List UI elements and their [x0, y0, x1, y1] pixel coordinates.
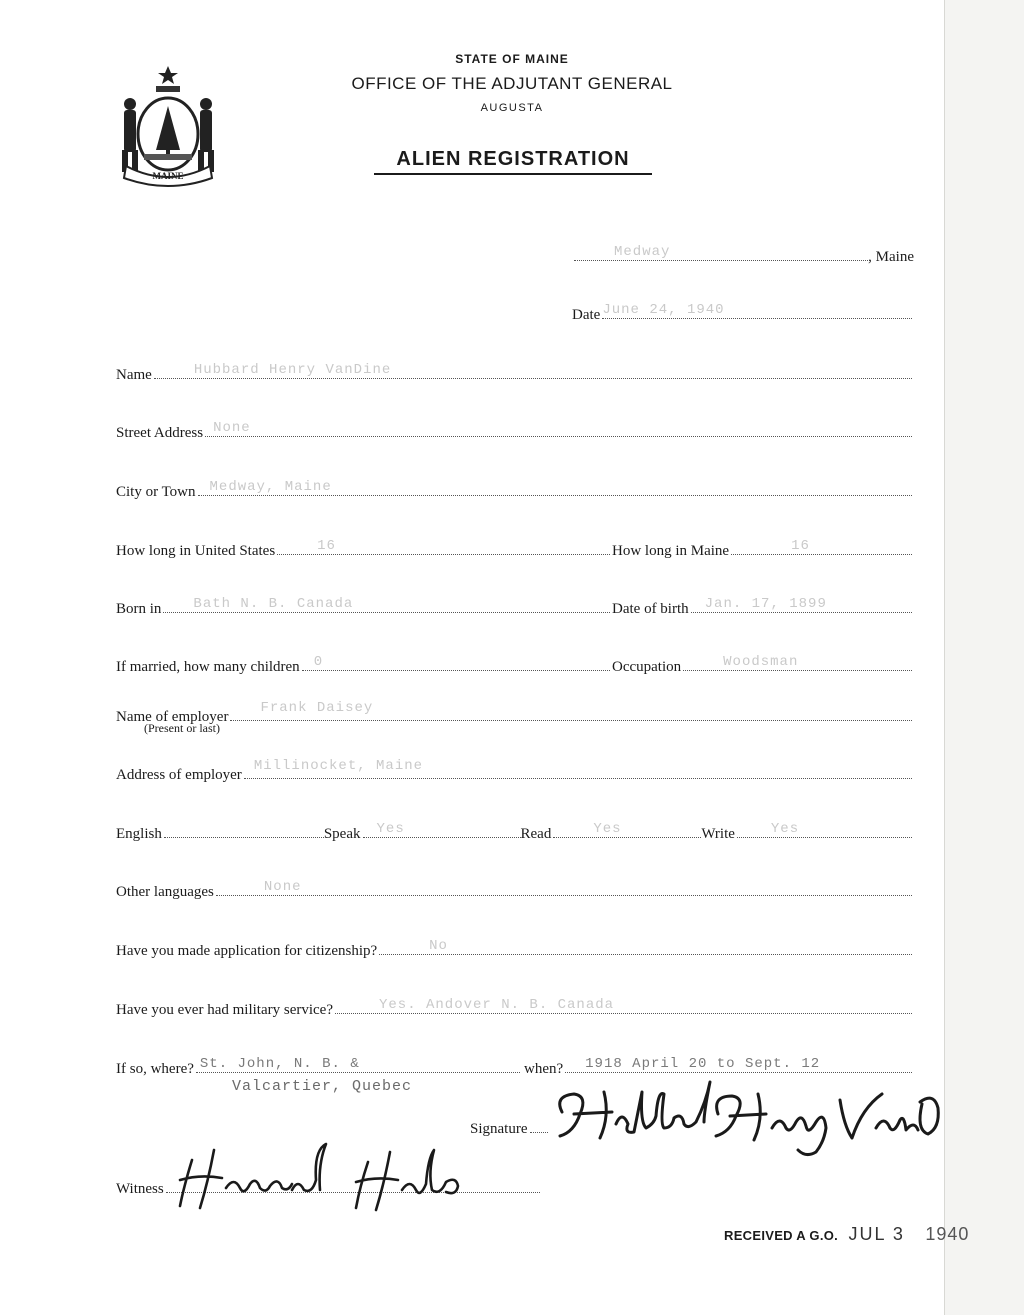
- received-stamp-text: RECEIVED A G.O.: [724, 1228, 839, 1243]
- employer-value: Frank Daisey: [260, 700, 374, 716]
- english-label: English: [116, 826, 162, 842]
- place-value: Medway: [614, 244, 671, 260]
- when-label: when?: [524, 1061, 564, 1077]
- write-field[interactable]: [737, 821, 912, 838]
- employer-label: Name of employer: [116, 709, 229, 725]
- other-languages-value: None: [263, 879, 302, 895]
- where-value-line2: Valcartier, Quebec: [232, 1078, 413, 1095]
- write-value: Yes: [770, 821, 800, 837]
- place-suffix: , Maine: [868, 249, 914, 265]
- occupation-label: Occupation: [612, 659, 682, 675]
- date-row: [572, 302, 912, 324]
- read-label: Read: [520, 826, 552, 842]
- maine-label: How long in Maine: [612, 543, 730, 559]
- read-field[interactable]: [553, 821, 701, 838]
- name-label: Name: [116, 367, 152, 383]
- office-heading: OFFICE OF THE ADJUTANT GENERAL: [351, 74, 673, 93]
- where-row: [116, 1056, 520, 1078]
- military-label: Have you ever had military service?: [116, 1002, 333, 1018]
- maine-field[interactable]: [731, 538, 912, 555]
- read-value: Yes: [593, 821, 622, 837]
- us-row: [116, 538, 610, 560]
- military-field[interactable]: [335, 997, 912, 1014]
- employer-address-field[interactable]: [244, 758, 912, 779]
- signature-row: [470, 1116, 548, 1138]
- born-label: Born in: [116, 601, 162, 617]
- when-value: 1918 April 20 to Sept. 12: [585, 1056, 821, 1072]
- dob-row: [612, 596, 912, 618]
- name-field[interactable]: [154, 362, 912, 379]
- military-value: Yes. Andover N. B. Canada: [379, 997, 615, 1013]
- citizenship-label: Have you made application for citizenship?: [116, 943, 378, 959]
- maine-value: 16: [791, 538, 810, 554]
- received-stamp-year: 1940: [925, 1224, 970, 1244]
- dob-field[interactable]: [691, 596, 912, 613]
- where-value: St. John, N. B. &: [199, 1056, 360, 1072]
- citizenship-row: [116, 938, 912, 960]
- witness-handwriting: [170, 1138, 490, 1212]
- witness-label: Witness: [116, 1181, 164, 1197]
- signature-handwriting: [540, 1074, 940, 1170]
- occupation-value: Woodsman: [723, 654, 799, 670]
- received-stamp: [724, 1224, 969, 1245]
- english-row: [116, 821, 912, 843]
- speak-label: Speak: [323, 826, 361, 842]
- seal-banner-text: MAINE: [152, 171, 184, 181]
- speak-field[interactable]: [363, 821, 521, 838]
- other-languages-field[interactable]: [216, 879, 912, 896]
- date-label: Date: [572, 307, 601, 323]
- children-field[interactable]: [302, 654, 610, 671]
- when-field[interactable]: [565, 1056, 912, 1073]
- write-label: Write: [701, 826, 735, 842]
- citizenship-value: No: [429, 938, 448, 954]
- city-field[interactable]: [198, 479, 912, 496]
- employer-field[interactable]: [230, 700, 912, 721]
- name-value: Hubbard Henry VanDine: [193, 362, 392, 378]
- employer-sub-label: (Present or last): [144, 721, 220, 735]
- other-languages-row: [116, 879, 912, 901]
- signature-label: Signature: [470, 1121, 528, 1137]
- children-value: 0: [313, 654, 324, 670]
- military-row: [116, 997, 912, 1019]
- where-field[interactable]: [196, 1056, 520, 1073]
- us-value: 16: [317, 538, 336, 554]
- place-row: [572, 244, 914, 266]
- born-value: Bath N. B. Canada: [193, 596, 354, 612]
- occupation-field[interactable]: [683, 654, 912, 671]
- born-row: [116, 596, 610, 618]
- employer-row: [116, 700, 912, 726]
- date-value: June 24, 1940: [602, 302, 725, 318]
- city-row: [116, 479, 912, 501]
- employer-address-label: Address of employer: [116, 767, 242, 783]
- form-title: ALIEN REGISTRATION: [374, 148, 652, 175]
- us-label: How long in United States: [116, 543, 276, 559]
- street-row: [116, 420, 912, 442]
- street-label: Street Address: [116, 425, 204, 441]
- city-label: City or Town: [116, 484, 196, 500]
- dob-label: Date of birth: [612, 601, 689, 617]
- other-languages-label: Other languages: [116, 884, 214, 900]
- dob-value: Jan. 17, 1899: [704, 596, 827, 612]
- street-value: None: [213, 420, 251, 436]
- us-field[interactable]: [277, 538, 610, 555]
- employer-address-value: Millinocket, Maine: [253, 758, 424, 774]
- occupation-row: [612, 654, 912, 676]
- maine-row: [612, 538, 912, 560]
- state-heading: STATE OF MAINE: [455, 52, 569, 66]
- city-value: Medway, Maine: [209, 479, 332, 495]
- date-field[interactable]: [602, 302, 912, 319]
- children-row: [116, 654, 610, 676]
- received-stamp-date: JUL 3: [848, 1224, 905, 1244]
- speak-value: Yes: [376, 821, 405, 837]
- employer-address-row: [116, 758, 912, 784]
- place-field[interactable]: [574, 244, 868, 261]
- born-field[interactable]: [163, 596, 610, 613]
- street-field[interactable]: [205, 420, 912, 437]
- city-heading: AUGUSTA: [480, 102, 544, 114]
- citizenship-field[interactable]: [379, 938, 912, 955]
- where-label: If so, where?: [116, 1061, 194, 1077]
- children-label: If married, how many children: [116, 659, 300, 675]
- name-row: [116, 362, 912, 384]
